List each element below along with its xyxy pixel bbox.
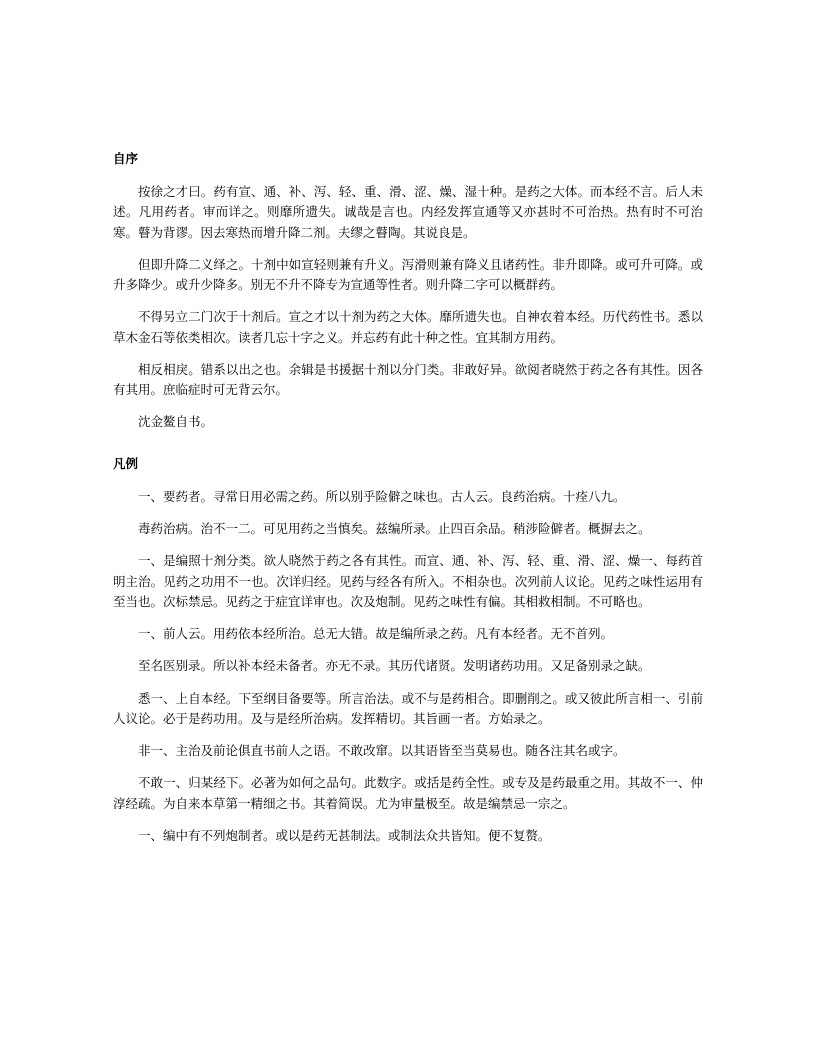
paragraph: 一、是编照十剂分类。欲人晓然于药之各有其性。而宣、通、补、泻、轻、重、滑、涩、燥一、每药首明主治。见药之功用不一也。次详归经。见药与经各有所入。不相杂也。次列前人议论。见药之味性运用有至当也。次标禁忌。见药之于症宜详审也。次及炮制。见药之味性有偏。其相救相制。不可略也。 bbox=[113, 553, 703, 609]
paragraph: 相反相戾。错系以出之也。余辑是书援据十剂以分门类。非敢好异。欲阅者晓然于药之各有其性。因各有其用。庶临症时可无背云尔。 bbox=[113, 361, 703, 398]
paragraph: 不得另立二门次于十剂后。宣之才以十剂为药之大体。靡所遗失也。自神农着本经。历代药性书。悉以草木金石等依类相次。读者几忘十字之义。并忘药有此十种之性。宜其制方用药。 bbox=[113, 309, 703, 345]
paragraph: 一、编中有不列炮制者。或以是药无甚制法。或制法众共皆知。便不复赘。 bbox=[138, 827, 551, 843]
paragraph: 不敢一、归某经下。必著为如何之品句。此数字。或括是药全性。或专及是药最重之用。其故不一、仲淳经疏。为自来本草第一精细之书。其着简误。尤为审量极至。故是编禁忌一宗之。 bbox=[113, 775, 703, 811]
paragraph: 非一、主治及前论俱直书前人之语。不敢改窜。以其语皆至当莫易也。随各注其名或字。 bbox=[138, 743, 626, 758]
paragraph: 至名医别录。所以补本经未备者。亦无不录。其历代诸贤。发明诸药功用。又足备别录之缺。 bbox=[138, 658, 651, 674]
section-heading-notes: 凡例 bbox=[113, 455, 139, 471]
paragraph: 悉一、上自本经。下至纲目备要等。所言治法。或不与是药相合。即删削之。或又彼此所言相一、引前人议论。必于是药功用。及与是经所治病。发挥精切。其旨画一者。方始录之。 bbox=[113, 690, 703, 726]
paragraph: 按徐之才曰。药有宣、通、补、泻、轻、重、滑、涩、燥、湿十种。是药之大体。而本经不言。后人未述。凡用药者。审而详之。则靡所遗失。诚哉是言也。内经发挥宣通等又亦甚时不可治热。热有时不可治寒。瞽为背谬。因去寒热而增升降二剂。夫缪之瞽陶。其说良是。 bbox=[113, 184, 703, 240]
paragraph-signature: 沈金鳌自书。 bbox=[138, 414, 214, 430]
paragraph: 一、要药者。寻常日用必需之药。所以别乎险僻之味也。古人云。良药治病。十痊八九。 bbox=[138, 488, 626, 504]
paragraph: 毒药治病。治不一二。可见用药之当慎矣。兹编所录。止四百余品。稍涉险僻者。概摒去之。 bbox=[138, 521, 651, 536]
paragraph: 一、前人云。用药依本经所治。总无大错。故是编所录之药。凡有本经者。无不首列。 bbox=[138, 626, 614, 641]
paragraph: 但即升降二义绎之。十剂中如宣轻则兼有升义。泻滑则兼有降义且诸药性。非升即降。或可升可降。或升多降少。或升少降多。别无不升不降专为宣通等性者。则升降二字可以概群药。 bbox=[113, 256, 703, 293]
section-heading-preface: 自序 bbox=[113, 151, 139, 166]
